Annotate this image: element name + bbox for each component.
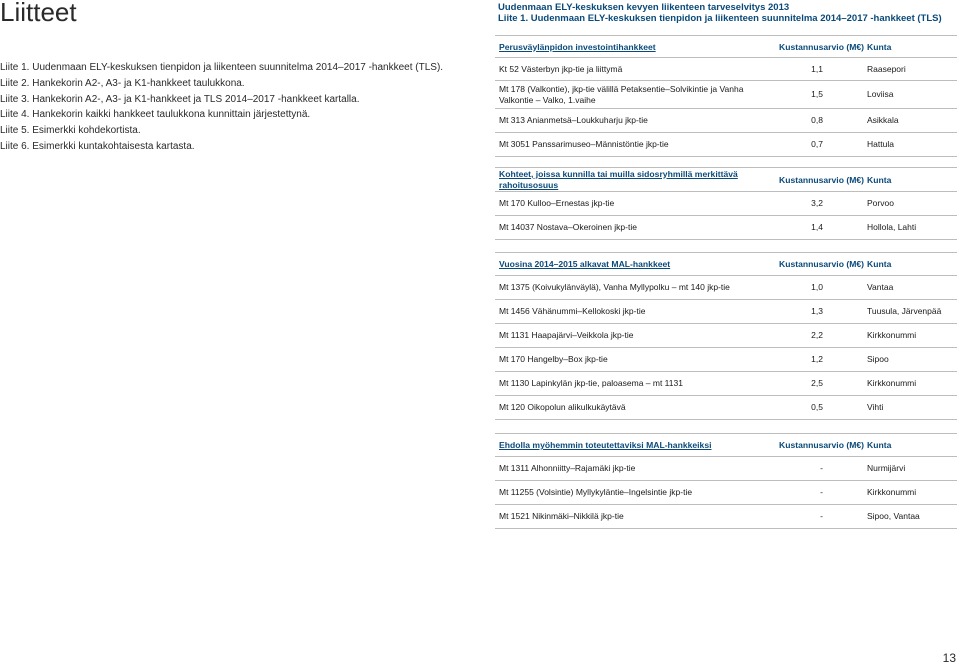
kunta-value: Vantaa xyxy=(867,276,957,300)
liite-item: Liite 1. Uudenmaan ELY-keskuksen tienpidon ja liikenteen suunnitelma 2014–2017 -hankkeet (TLS). xyxy=(0,62,444,73)
kunta-value: Kirkkonummi xyxy=(867,481,957,505)
table-row xyxy=(495,300,957,324)
kunta-value: Kirkkonummi xyxy=(867,324,957,348)
kunta-value: Kirkkonummi xyxy=(867,372,957,396)
kunta-value: Hattula xyxy=(867,133,957,157)
cost-value: 2,2 xyxy=(775,324,867,348)
table-heading xyxy=(495,168,775,192)
project-name-line: Mt 178 (Valkontie), jkp-tie välillä Petaksentie–Solvikintie ja Vanha xyxy=(499,83,744,94)
cost-header: Kustannusarvio (M€) xyxy=(775,168,867,192)
table-heading-line: rahoitusosuus xyxy=(499,179,559,190)
table-row xyxy=(495,192,957,216)
kunta-value: Raasepori xyxy=(867,58,957,81)
table-row xyxy=(495,505,957,529)
kunta-header: Kunta xyxy=(867,36,957,58)
project-name-line: Valkontie – Valko, 1.vaihe xyxy=(499,94,596,105)
table-row xyxy=(495,324,957,348)
table-row xyxy=(495,58,957,81)
kunta-header: Kunta xyxy=(867,253,957,276)
project-name: Mt 1311 Alhonniitty–Rajamäki jkp-tie xyxy=(495,457,775,481)
liite-item: Liite 4. Hankekorin kaikki hankkeet taulukkona kunnittain järjestettynä. xyxy=(0,109,311,121)
liite-item: Liite 6. Esimerkki kuntakohtaisesta kartasta. xyxy=(0,140,195,152)
cost-header: Kustannusarvio (M€) xyxy=(775,36,867,58)
kunta-header: Kunta xyxy=(867,434,957,457)
liite-list xyxy=(0,60,443,155)
project-name: Mt 14037 Nostava–Okeroinen jkp-tie xyxy=(495,216,775,240)
liite-item: Liite 2. Hankekorin A2-, A3- ja K1-hankkeet taulukkona. xyxy=(0,77,245,89)
cost-value: 1,2 xyxy=(775,348,867,372)
project-name: Mt 313 Anianmetsä–Loukkuharju jkp-tie xyxy=(495,109,775,133)
table-row xyxy=(495,348,957,372)
project-name: Mt 1130 Lapinkylän jkp-tie, paloasema – mt 1131 xyxy=(495,372,775,396)
kunta-value: Nurmijärvi xyxy=(867,457,957,481)
table-row xyxy=(495,133,957,157)
cost-value: 1,4 xyxy=(775,216,867,240)
project-name: Mt 11255 (Volsintie) Myllykyläntie–Ingelsintie jkp-tie xyxy=(495,481,775,505)
project-name: Mt 120 Oikopolun alikulkukäytävä xyxy=(495,396,775,420)
table-row xyxy=(495,81,957,109)
cost-value: 2,5 xyxy=(775,372,867,396)
kunta-header: Kunta xyxy=(867,168,957,192)
project-name: Mt 1375 (Koivukylänväylä), Vanha Myllypolku – mt 140 jkp-tie xyxy=(495,276,775,300)
cost-value: 1,3 xyxy=(775,300,867,324)
cost-value: 3,2 xyxy=(775,192,867,216)
project-name: Mt 170 Hangelby–Box jkp-tie xyxy=(495,348,775,372)
document-header xyxy=(498,2,942,24)
table-row xyxy=(495,481,957,505)
kunta-value: Sipoo xyxy=(867,348,957,372)
table-heading-line: Kohteet, joissa kunnilla tai muilla sidosryhmillä merkittävä xyxy=(499,168,738,179)
project-name: Mt 1456 Vähänummi–Kellokoski jkp-tie xyxy=(495,300,775,324)
cost-value: - xyxy=(775,481,867,505)
kunta-value: Loviisa xyxy=(867,81,957,109)
kunta-value: Tuusula, Järvenpää xyxy=(867,300,957,324)
kunta-value: Asikkala xyxy=(867,109,957,133)
table-heading: Vuosina 2014–2015 alkavat MAL-hankkeet xyxy=(495,253,775,276)
cost-value: 0,8 xyxy=(775,109,867,133)
table-row xyxy=(495,457,957,481)
cost-value: 0,5 xyxy=(775,396,867,420)
table-heading: Ehdolla myöhemmin toteutettaviksi MAL-hankkeiksi xyxy=(495,434,775,457)
kunta-value: Vihti xyxy=(867,396,957,420)
cost-header: Kustannusarvio (M€) xyxy=(775,434,867,457)
project-name: Mt 3051 Panssarimuseo–Männistöntie jkp-tie xyxy=(495,133,775,157)
cost-value: - xyxy=(775,457,867,481)
cost-value: 1,1 xyxy=(775,58,867,81)
table-mal-2014-2015 xyxy=(495,252,957,420)
table-row xyxy=(495,372,957,396)
liite-item: Liite 3. Hankekorin A2-, A3- ja K1-hankkeet ja TLS 2014–2017 -hankkeet kartalla. xyxy=(0,93,360,105)
table-row xyxy=(495,109,957,133)
page-title: Liitteet xyxy=(0,0,77,27)
project-name: Mt 170 Kulloo–Ernestas jkp-tie xyxy=(495,192,775,216)
cost-header: Kustannusarvio (M€) xyxy=(775,253,867,276)
table-row xyxy=(495,216,957,240)
cost-value: 0,7 xyxy=(775,133,867,157)
project-name: Mt 1131 Haapajärvi–Veikkola jkp-tie xyxy=(495,324,775,348)
table-rahoitusosuus xyxy=(495,167,957,240)
project-name: Kt 52 Västerbyn jkp-tie ja liittymä xyxy=(495,58,775,81)
table-row xyxy=(495,396,957,420)
cost-value: 1,5 xyxy=(775,81,867,109)
cost-value: 1,0 xyxy=(775,276,867,300)
liite-item: Liite 5. Esimerkki kohdekortista. xyxy=(0,125,141,137)
project-name xyxy=(495,81,775,109)
project-name: Mt 1521 Nikinmäki–Nikkilä jkp-tie xyxy=(495,505,775,529)
kunta-value: Porvoo xyxy=(867,192,957,216)
table-row xyxy=(495,276,957,300)
header-line-2: Liite 1. Uudenmaan ELY-keskuksen tienpidon ja liikenteen suunnitelma 2014–2017 -hankkeet (TLS) xyxy=(498,13,942,24)
table-mal-myohemmin xyxy=(495,433,957,529)
table-perusvaylanpito xyxy=(495,35,957,157)
table-heading: Perusväylänpidon investointihankkeet xyxy=(495,36,775,58)
kunta-value: Sipoo, Vantaa xyxy=(867,505,957,529)
header-line-1: Uudenmaan ELY-keskuksen kevyen liikenteen tarveselvitys 2013 xyxy=(498,2,790,13)
page-number: 13 xyxy=(942,651,956,665)
kunta-value: Hollola, Lahti xyxy=(867,216,957,240)
cost-value: - xyxy=(775,505,867,529)
